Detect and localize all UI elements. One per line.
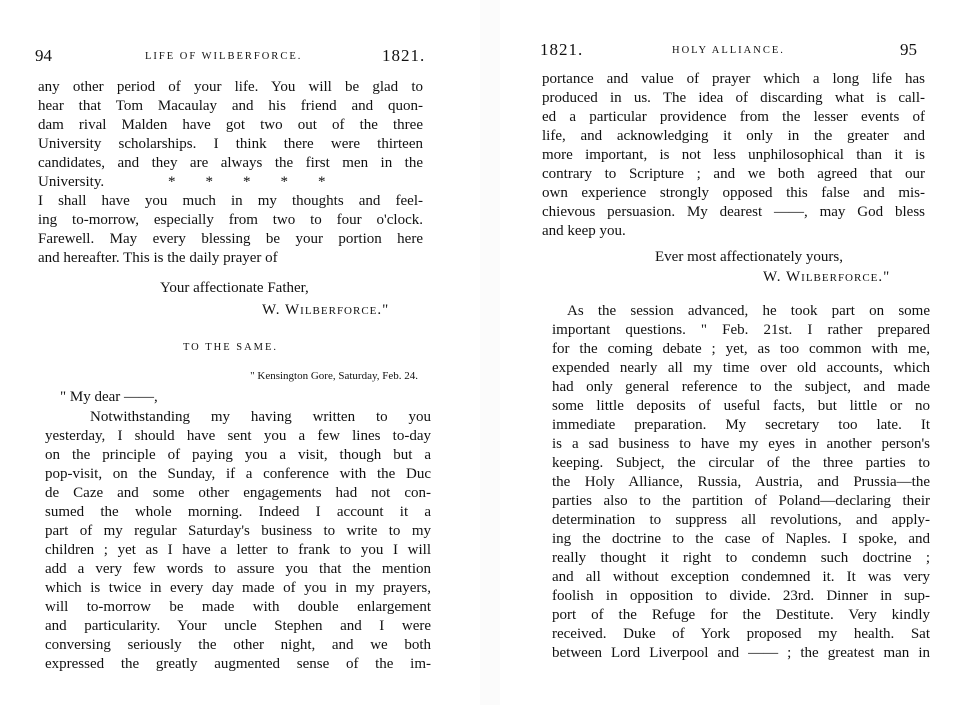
text-line: add a very few words to assure you that the mention [45, 561, 431, 577]
left-running-title: LIFE OF WILBERFORCE. [145, 51, 303, 62]
text-line: important questions. " Feb. 21st. I rather prepared [552, 322, 930, 338]
text-line: immediate preparation. My secretary too late. It [552, 417, 930, 433]
ellipsis-stars: * * * * * [168, 174, 326, 190]
text-line: parties also to the partition of Poland—declaring their [552, 493, 930, 509]
text-line: children ; yet as I have a letter to frank to you I will [45, 542, 431, 558]
left-page [0, 0, 480, 705]
dateline [38, 370, 418, 382]
text-line: will to-morrow be made with double enlargement [45, 599, 431, 615]
text-line: pop-visit, on the Sunday, if a conference with the Duc [45, 466, 431, 482]
salutation [60, 388, 158, 407]
text-line: and hereafter. This is the daily prayer of [38, 250, 278, 266]
text-line: for the coming debate ; yet, as too common with me, [552, 341, 930, 357]
right-block-1 [542, 70, 925, 241]
text-line: conversing seriously the other night, and we both [45, 637, 431, 653]
text-line: part of my regular Saturday's business to write to my [45, 523, 431, 539]
text-line: chievous persuasion. My dearest ——, may God bless [542, 204, 925, 220]
text-line: As the session advanced, he took part on some [567, 303, 930, 319]
text-line: ed a particular providence from the lesser events of [542, 109, 925, 125]
text-line: and particularity. Your uncle Stephen and I were [45, 618, 431, 634]
text-line: Farewell. May every blessing be your portion here [38, 231, 423, 247]
text-line: portance and value of prayer which a long life has [542, 71, 925, 87]
text-line: which is twice in every day made of you in my prayers, [45, 580, 431, 596]
text-line: between Lord Liverpool and —— ; the greatest man in [552, 645, 930, 661]
text-line: on the principle of paying you a visit, though but a [45, 447, 431, 463]
signature-line: W. Wilberforce." [763, 269, 891, 285]
text-line: any other period of your life. You will be glad to [38, 79, 423, 95]
text-line: candidates, and they are always the first men in the [38, 155, 423, 171]
text-line: some little deposits of useful facts, but little or no [552, 398, 930, 414]
right-page [500, 0, 980, 705]
text-line: determination to suppress all revolutions, and apply- [552, 512, 930, 528]
text-line: received. Duke of York proposed my health. Sat [552, 626, 930, 642]
text-line: dam rival Malden have got two out of the three [38, 117, 423, 133]
signature-line: W. Wilberforce." [262, 302, 390, 318]
text-line: Notwithstanding my having written to you [90, 409, 431, 425]
text-line: and all without exception condemned it. It was very [552, 569, 930, 585]
text-line: ing to-morrow, especially from two to four o'clock. [38, 212, 423, 228]
letter-heading-text: TO THE SAME. [182, 342, 279, 353]
closing-line: Your affectionate Father, [160, 280, 309, 296]
left-signature [262, 301, 389, 320]
text-line: yesterday, I should have sent you a few lines to-day [45, 428, 431, 444]
text-line: University scholarships. I think there were thirteen [38, 136, 423, 152]
left-year: 1821. [382, 46, 426, 65]
text-line: sumed the whole morning. Indeed I account it a [45, 504, 431, 520]
left-closing [160, 279, 309, 298]
text-line: keeping. Subject, the circular of the three parties to [552, 455, 930, 471]
right-page-header [500, 40, 980, 60]
left-block-1 [38, 78, 423, 268]
text-line: I shall have you much in my thoughts and feel- [38, 193, 423, 209]
closing-line: Ever most affectionately yours, [655, 249, 843, 265]
text-line: own experience strongly opposed this false and mis- [542, 185, 925, 201]
text-line: had only general reference to the subject, and made [552, 379, 930, 395]
right-closing [655, 248, 843, 267]
text-line: hear that Tom Macaulay and his friend and quon- [38, 98, 423, 114]
letter-heading [38, 342, 423, 353]
text-line: contrary to Scripture ; and we both agreed that our [542, 166, 925, 182]
text-line: produced in us. The idea of discarding what is call- [542, 90, 925, 106]
text-line: and keep you. [542, 223, 626, 239]
text-line: ing the doctrine to the case of Naples. I spoke, and [552, 531, 930, 547]
salutation-text: " My dear ——, [60, 389, 158, 405]
text-line: expressed the greatly augmented sense of the im- [45, 656, 431, 672]
text-line: is a sad business to have my eyes in another person's [552, 436, 930, 452]
left-page-number: 94 [35, 46, 52, 65]
text-line: de Caze and some other engagements had not con- [45, 485, 431, 501]
text-line: port of the Refuge for the Destitute. Very kindly [552, 607, 930, 623]
right-year: 1821. [540, 40, 584, 59]
text-line: expended nearly all my time over old accounts, which [552, 360, 930, 376]
right-block-2 [552, 302, 930, 663]
right-signature [763, 268, 890, 287]
right-running-title: HOLY ALLIANCE. [672, 45, 785, 56]
left-page-header [0, 46, 480, 66]
text-line [38, 173, 423, 192]
text-line: life, and acknowledging it only in the greater and [542, 128, 925, 144]
left-block-2 [45, 408, 431, 674]
text-line-span: University. [38, 174, 105, 190]
text-line: the Holy Alliance, Russia, Austria, and Prussia—the [552, 474, 930, 490]
right-page-number: 95 [900, 40, 917, 59]
text-line: more important, is not less unphilosophical than it is [542, 147, 925, 163]
book-gutter [480, 0, 500, 705]
text-line: really thought it right to condemn such doctrine ; [552, 550, 930, 566]
text-line: foolish in opposition to divide. 23rd. Dinner in sup- [552, 588, 930, 604]
dateline-text: " Kensington Gore, Saturday, Feb. 24. [250, 370, 418, 382]
